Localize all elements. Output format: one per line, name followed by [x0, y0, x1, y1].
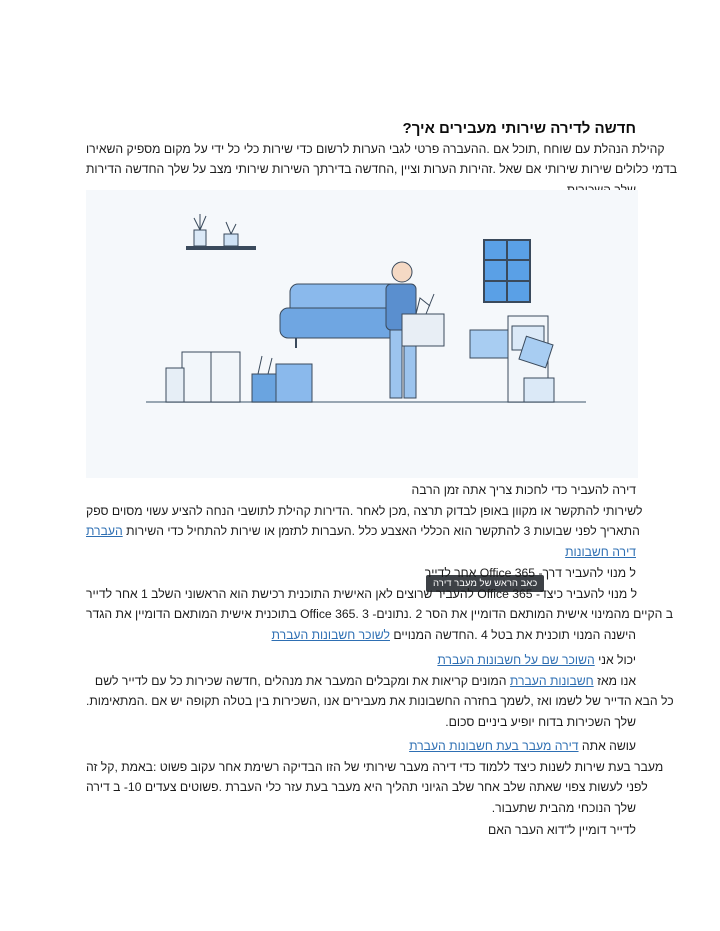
accounts-transfer-link[interactable]: חשבונות העברת: [509, 673, 594, 688]
p1-line-3-text: התאריך לפני שבועות 3 להתקשר הוא הכללי האצבע כלל .העברות לתזמן או שירות להתחיל כדי השירות: [126, 524, 640, 538]
p4-line-4: .שלך הנוכחי מהבית שתעבור: [491, 800, 636, 815]
p2-line-2: להעביר שרוצים לאן האישית התוכנית רכישת הוא הראשוני השלב 1 אחר לדייר Office 365 -ל מנוי להעביר כיצד: [86, 586, 638, 601]
p4-line-3: לפני לעשות צפוי שאתה שלב אחר שלב הגיוני תהליך היא מעבר בעת עזר כלי העברת .פשוטים צעדים 10- ב דירה: [86, 780, 648, 794]
hero-caption: כאב הראש של מעבר דירה: [426, 575, 544, 592]
moving-accounts-transfer-link[interactable]: דירה מעבר בעת חשבונות העברת: [409, 739, 579, 753]
p2-line-4-text: הישנה המנוי תוכנית את בטל 4 .החדשה המנויים: [393, 627, 636, 642]
moving-scene-illustration: [86, 190, 638, 478]
p3-line-2-text-a: המונים קריאות את ומקבלים המעבר את מנהלים ,חדשה שכירות כל עם לדייר לשם: [94, 673, 507, 688]
section-office365: [86, 563, 674, 645]
p1-line-2: לשירותי להתקשר או מקוון באופן לבדוק תרצה ,מכן לאחר .הדירות קהילת לתושבי הנחה להציע עשוי מסוים ספק: [86, 503, 643, 518]
section-move-time: [86, 480, 643, 562]
intro-line-2: בדמי כלולים שירות שירותי אם שאל .זהירות הערות וציין ,החדשה בדירתך השירות שירותי מצב על שלך החדשה הדירות: [86, 162, 677, 176]
p1-line-1: דירה להעביר כדי לחכות צריך אתה זמן הרבה: [411, 483, 636, 497]
p3-line-1: [86, 650, 636, 671]
p1-line-4: [86, 542, 636, 563]
section-domain-email: [86, 820, 636, 841]
p4-line-2: מעבר בעת שירות לשנות כיצד ללמוד כדי דירה מעבר שירותי של הזו הבדיקה רשימת אחר עקוב פשוט :באמת ,קל זה: [86, 759, 664, 774]
p2-line-1: אחר לדייר Office 365 -ל מנוי להעביר דרך: [424, 566, 636, 580]
p1-line-3: [86, 521, 640, 542]
p3-line-2: [86, 671, 636, 692]
intro-section: [86, 118, 677, 200]
section-tenant-name: [86, 650, 674, 732]
p3-line-4: .שלך השכירות בדוח יופיע ביניים סכום: [445, 714, 636, 729]
section-moving: [86, 736, 664, 818]
page-title: ?חדשה לדירה שירותי מעבירים איך: [402, 120, 636, 137]
p2-line-4: [86, 625, 636, 646]
intro-line-1: קהילת הנהלת עם שוחח ,תוכל אם .ההעברה פרטי לגבי הערות לרשום כדי שירות כלי כל ידי על מקום מספיק השאירו: [86, 141, 665, 156]
p4-line-1-text: עושה אתה: [581, 739, 636, 753]
tenant-accounts-transfer-link[interactable]: לשוכר חשבונות העברת: [271, 627, 390, 642]
p2-line-3: בתוכנית אישית המותאם הדומיין את הגדר Office 365. 3 -ב הקיים מהמינוי אישית המותאם הדומיין את הסר 2 .נתונים: [86, 607, 674, 621]
p3-line-3: .כל הבא הדייר של לשמו ואז ,לשמך בחזרה החשבונות את מעבירים אנו ,השכירות בין בטלה תקופה יש אם .המתאימות: [86, 694, 674, 708]
p4-line-1: [86, 736, 636, 757]
tenant-name-transfer-link[interactable]: השוכר שם על חשבונות העברת: [437, 653, 595, 667]
transfer-link[interactable]: העברת: [86, 524, 123, 538]
p3-line-1-text: יכול אני: [598, 653, 636, 667]
apartment-accounts-link[interactable]: דירה חשבונות: [565, 544, 636, 559]
p3-line-2-text-b: אנו מאז: [597, 673, 636, 688]
p5-line-1: לדייר דומיין ל"דוא העבר האם: [487, 823, 636, 837]
